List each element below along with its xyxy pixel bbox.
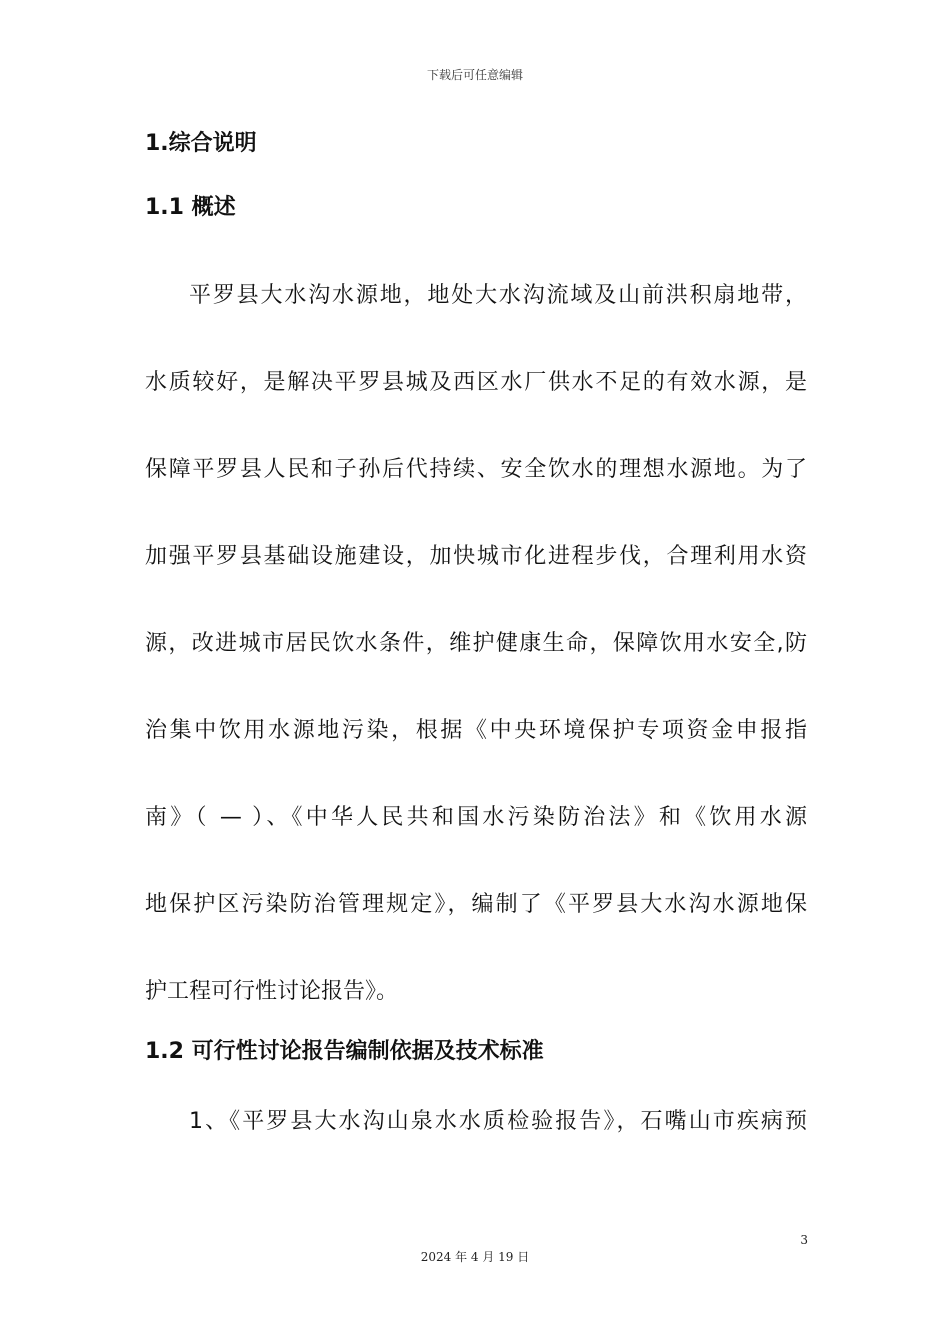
- paragraph-line: 平罗县大水沟水源地，地处大水沟流域及山前洪积扇地带，: [189, 283, 807, 308]
- list-item: 1、《平罗县大水沟山泉水水质检验报告》，石嘴山市疾病预: [189, 1109, 807, 1134]
- header-note: 下载后可任意编辑: [426, 68, 523, 82]
- paragraph-line: 护工程可行性讨论报告》。: [145, 979, 399, 1004]
- paragraph-line: 地保护区污染防治管理规定》，编制了《平罗县大水沟水源地保: [145, 892, 807, 917]
- paragraph-line: 南》（ — ）、《中华人民共和国水污染防治法》和《饮用水源: [145, 805, 807, 830]
- section-heading-1: 1.综合说明: [145, 131, 257, 156]
- footer-date: 2024 年 4 月 19 日: [420, 1250, 530, 1264]
- overview-paragraph: [145, 252, 807, 1035]
- page-number: 3: [800, 1233, 808, 1247]
- section-heading-1-2: 1.2 可行性讨论报告编制依据及技术标准: [145, 1039, 544, 1064]
- section-heading-1-1: 1.1 概述: [145, 195, 236, 220]
- paragraph-line: 加强平罗县基础设施建设，加快城市化进程步伐，合理利用水资: [145, 544, 807, 569]
- paragraph-line: 治集中饮用水源地污染，根据《中央环境保护专项资金申报指: [145, 718, 807, 743]
- paragraph-line: 源，改进城市居民饮水条件，维护健康生命，保障饮用水安全,防: [145, 631, 807, 656]
- paragraph-line: 水质较好，是解决平罗县城及西区水厂供水不足的有效水源，是: [145, 370, 807, 395]
- paragraph-line: 保障平罗县人民和子孙后代持续、安全饮水的理想水源地。为了: [145, 457, 807, 482]
